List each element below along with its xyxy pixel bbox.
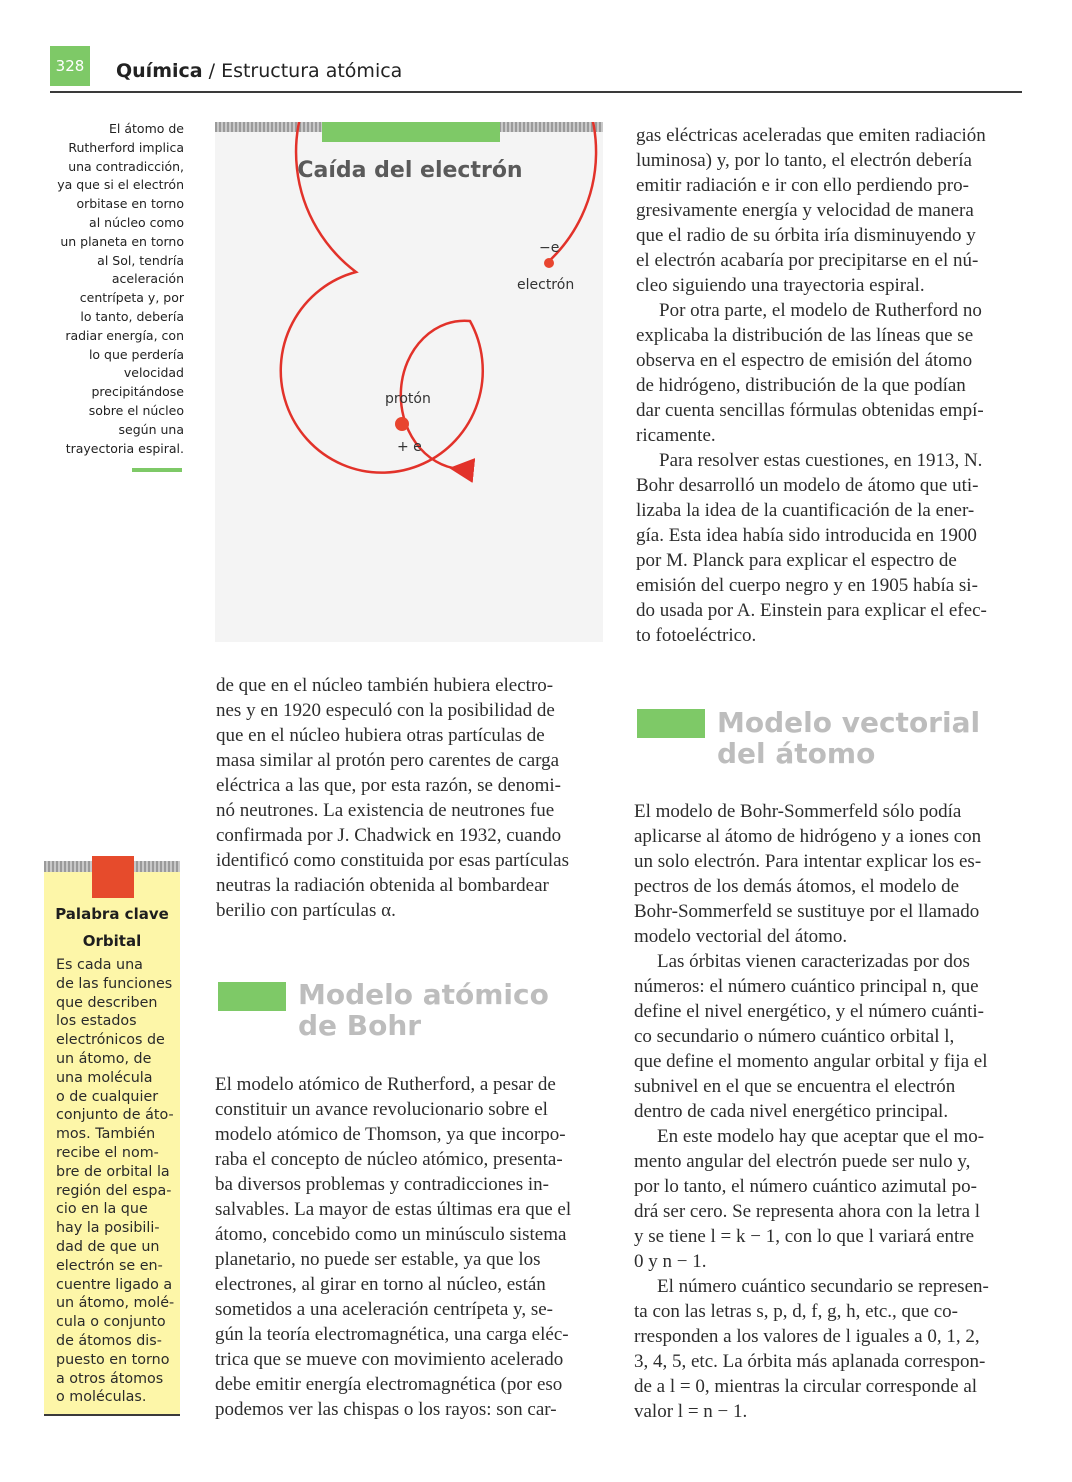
definition-line: de átomos dis- [56, 1332, 162, 1349]
text-line: ba diversos problemas y contradicciones in- [215, 1174, 549, 1195]
text-line: por M. Planck para explicar el espectro de [636, 550, 957, 571]
keyword-heading: Palabra clave [55, 905, 169, 923]
caption-line: lo que perdería [88, 346, 184, 362]
text-line: explicaba la distribución de las líneas que se [636, 325, 974, 346]
running-head [116, 60, 402, 82]
text-line: pectros de los demás átomos, el modelo de [634, 876, 960, 897]
text-line: co secundario o número cuántico orbital l, [634, 1026, 955, 1047]
text-line: que define el momento angular orbital y fija el [634, 1051, 988, 1072]
section-bar-bohr [218, 982, 286, 1011]
text-line: modelo vectorial del átomo. [634, 926, 848, 947]
text-line: Las órbitas vienen caracterizadas por dos [657, 951, 970, 972]
text-line: debe emitir energía electromagnética (por eso [215, 1374, 563, 1395]
section-title-line: Modelo vectorial [717, 706, 981, 739]
definition-line: dad de que un [56, 1238, 160, 1255]
caption-line: un planeta en torno [60, 233, 184, 249]
section-title-vectorial [717, 707, 1017, 769]
text-line: 0 y n − 1. [634, 1251, 707, 1272]
column-middle-bottom [215, 1072, 599, 1422]
definition-line: bre de orbital la [56, 1163, 170, 1180]
definition-line: los estados [56, 1013, 137, 1030]
caption-line: precipitándose [91, 384, 184, 400]
text-line: drá ser cero. Se representa ahora con la letra l [634, 1201, 981, 1222]
caption-line: radiar energía, con [65, 327, 184, 343]
caption-line: lo tanto, debería [80, 308, 184, 324]
text-line: lizaba la idea de la cuantificación de la ener- [636, 500, 975, 521]
section-title-line: del átomo [717, 737, 876, 770]
header-rule [50, 91, 1022, 93]
keyword-definition [56, 956, 178, 1407]
text-line: El modelo atómico de Rutherford, a pesar de [215, 1074, 556, 1095]
text-line: gresivamente energía y velocidad de manera [636, 200, 974, 221]
caption-line: centrípeta y, por [79, 290, 184, 306]
electron-dot [544, 258, 554, 268]
text-line: nes y en 1920 especuló con la posibilidad de [216, 700, 555, 721]
electron-spiral-diagram [215, 122, 605, 642]
text-line: números: el número cuántico principal n, que [634, 976, 979, 997]
text-line: rresponden a los valores de l iguales a 0, 1, 2, [634, 1326, 980, 1347]
caption-accent-bar [132, 468, 182, 472]
keyword-box-bottom-rule [44, 1414, 180, 1416]
definition-line: cuentre ligado a [56, 1276, 173, 1293]
text-line: En este modelo hay que aceptar que el mo- [657, 1126, 985, 1147]
caption-line: al núcleo como [89, 214, 184, 230]
caption-line: sobre el núcleo [88, 402, 184, 418]
text-line: do usada por A. Einstein para explicar el efec- [636, 600, 987, 621]
text-line: que en el núcleo hubiera otras partículas de [216, 725, 545, 746]
text-line: masa similar al protón pero carentes de carga [216, 750, 560, 771]
text-line: ta con las letras s, p, d, f, g, h, etc., que co- [634, 1301, 958, 1322]
text-line: neutras la radiación obtenida al bombardear [216, 875, 549, 896]
text-line: sometidos a una aceleración centrípeta y, se- [215, 1299, 553, 1320]
text-line: podemos ver las chispas o los rayos: son car- [215, 1399, 557, 1420]
text-line: Para resolver estas cuestiones, en 1913, N. [659, 450, 983, 471]
page-number: 328 [50, 46, 90, 86]
text-line: El número cuántico secundario se represen- [657, 1276, 989, 1297]
definition-line: un átomo, molé- [56, 1295, 175, 1312]
definition-line: hay la posibili- [56, 1220, 160, 1237]
definition-line: un átomo, de [56, 1050, 152, 1067]
text-line: átomo, concebido como un minúsculo sistema [215, 1224, 567, 1245]
definition-line: puesto en torno [56, 1351, 170, 1368]
proton-dot [395, 417, 409, 431]
text-line: de hidrógeno, distribución de la que podían [636, 375, 966, 396]
text-line: identificó como constituida por esas partículas [216, 850, 569, 871]
definition-line: Es cada una [56, 957, 143, 973]
text-line: constituir un avance revolucionario sobre el [215, 1099, 548, 1120]
text-line: subnivel en el que se encuentra el electrón [634, 1076, 956, 1097]
section-title-line: de Bohr [298, 1009, 422, 1042]
text-line: gas eléctricas aceleradas que emiten radiación [636, 125, 986, 146]
text-line: por lo tanto, el número cuántico azimutal po- [634, 1176, 977, 1197]
caption-line: aceleración [111, 271, 184, 287]
text-line: Bohr-Sommerfeld se sustituye por el llamado [634, 901, 980, 922]
caption-line: al Sol, tendría [97, 252, 184, 268]
text-line: y se tiene l = k − 1, con lo que l variará entre [634, 1226, 975, 1247]
column-right-bottom [634, 799, 1021, 1424]
side-caption [40, 120, 184, 458]
chapter-title: Estructura atómica [221, 60, 403, 82]
definition-line: conjunto de áto- [56, 1107, 174, 1124]
definition-line: una molécula [56, 1069, 153, 1086]
definition-line: o moléculas. [56, 1389, 147, 1406]
text-line: modelo atómico de Thomson, ya que incorpo- [215, 1124, 566, 1145]
proton-charge-label: + e [397, 439, 422, 455]
section-title-bohr [298, 979, 598, 1041]
text-line: raba el concepto de núcleo atómico, presenta- [215, 1149, 563, 1170]
text-line: define el nivel energético, y el número cuánti- [634, 1001, 984, 1022]
definition-line: que describen [56, 994, 158, 1011]
caption-line: trayectoria espiral. [65, 440, 184, 456]
text-line: el electrón acabaría por precipitarse en el nú- [636, 250, 979, 271]
text-line: nó neutrones. La existencia de neutrones fue [216, 800, 555, 821]
definition-line: cio en la que [56, 1201, 148, 1218]
text-line: El modelo de Bohr-Sommerfeld sólo podía [634, 801, 962, 822]
text-line: gía. Esta idea había sido introducida en 1900 [636, 525, 977, 546]
text-line: ricamente. [636, 425, 716, 446]
text-line: salvables. La mayor de estas últimas era que el [215, 1199, 572, 1220]
running-head-separator: / [202, 60, 222, 82]
caption-line: una contradicción, [68, 158, 184, 174]
text-line: to fotoeléctrico. [636, 625, 757, 646]
text-line: mento angular del electrón puede ser nulo y, [634, 1151, 971, 1172]
definition-line: a otros átomos [56, 1370, 164, 1387]
text-line: dar cuenta sencillas fórmulas obtenidas empí- [636, 400, 984, 421]
text-line: electrones, al girar en torno al núcleo, están [215, 1274, 546, 1295]
text-line: dentro de cada nivel energético principal. [634, 1101, 949, 1122]
figure-title: Caída del electrón [297, 158, 523, 183]
text-line: eléctrica a las que, por esta razón, se denomi- [216, 775, 562, 796]
section-bar-vectorial [637, 709, 705, 738]
definition-line: cula o conjunto [56, 1314, 166, 1331]
caption-line: según una [118, 421, 184, 437]
text-line: cleo siguiendo una trayectoria espiral. [636, 275, 925, 296]
definition-line: de las funciones [56, 975, 173, 992]
text-line: observa en el espectro de emisión del átomo [636, 350, 973, 371]
definition-line: mos. También [56, 1126, 156, 1143]
column-right-top [636, 123, 1022, 648]
keyword-red-tab [92, 856, 134, 898]
caption-line: velocidad [123, 365, 184, 381]
text-line: Bohr desarrolló un modelo de átomo que uti- [636, 475, 979, 496]
definition-line: o de cualquier [56, 1088, 159, 1105]
text-line: un solo electrón. Para intentar explicar los es- [634, 851, 982, 872]
subject-title: Química [116, 60, 203, 82]
text-line: emisión del cuerpo negro y en 1905 había si- [636, 575, 978, 596]
text-line: trica que se mueve con movimiento acelerado [215, 1349, 564, 1370]
proton-label: protón [385, 391, 431, 407]
text-line: emitir radiación e ir con ello perdiendo pro- [636, 175, 969, 196]
text-line: que el radio de su órbita iría disminuyendo y [636, 225, 976, 246]
spiral-path [281, 122, 596, 473]
section-title-line: Modelo atómico [298, 978, 549, 1011]
text-line: luminosa) y, por lo tanto, el electrón debería [636, 150, 972, 171]
definition-line: recibe el nom- [56, 1144, 159, 1161]
definition-line: región del espa- [56, 1182, 172, 1199]
keyword-term: Orbital [82, 932, 142, 950]
caption-line: ya que si el electrón [57, 177, 184, 193]
text-line: gún la teoría electromagnética, una carga eléc- [215, 1324, 569, 1345]
text-line: aplicarse al átomo de hidrógeno y a iones con [634, 826, 982, 847]
caption-line: El átomo de [109, 121, 184, 136]
text-line: Por otra parte, el modelo de Rutherford no [659, 300, 982, 321]
text-line: 3, 4, 5, etc. La órbita más aplanada correspon- [634, 1351, 986, 1372]
text-line: planetario, no puede ser estable, ya que los [215, 1249, 541, 1270]
column-middle-top [216, 673, 600, 923]
text-line: de que en el núcleo también hubiera electro- [216, 675, 554, 696]
text-line: berilio con partículas α. [216, 900, 396, 921]
definition-line: electrónicos de [56, 1032, 165, 1049]
electron-label: electrón [517, 277, 575, 293]
text-line: confirmada por J. Chadwick en 1932, cuando [216, 825, 562, 846]
caption-line: orbitase en torno [76, 196, 184, 212]
text-line: de a l = 0, mientras la circular corresponde al [634, 1376, 978, 1397]
electron-charge-label: −e [539, 240, 560, 256]
caption-line: Rutherford implica [68, 139, 184, 155]
text-line: valor l = n − 1. [634, 1401, 748, 1422]
definition-line: electrón se en- [56, 1257, 163, 1274]
